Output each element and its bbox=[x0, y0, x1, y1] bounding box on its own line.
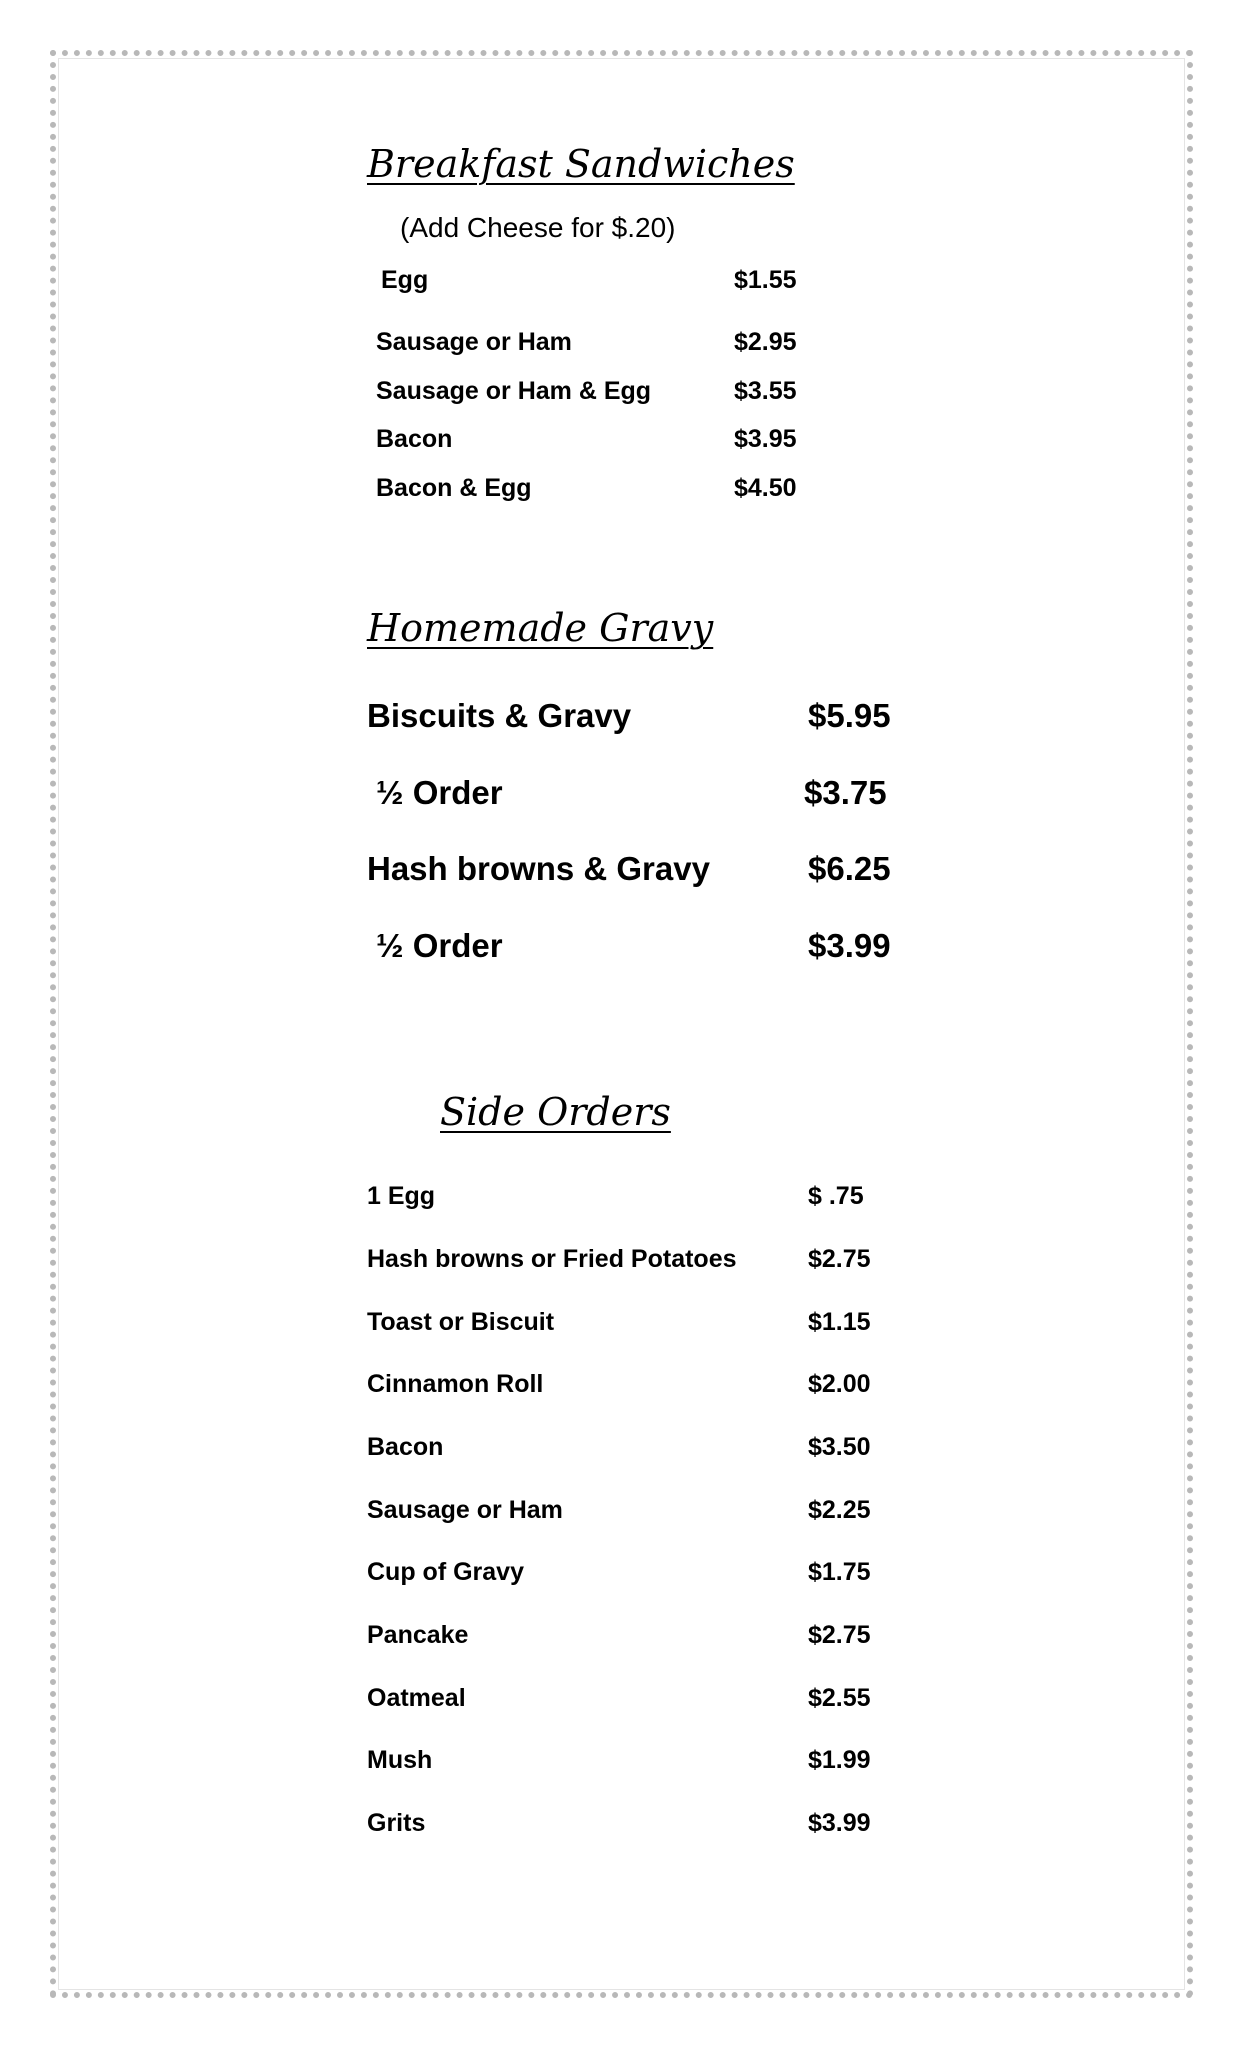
menu-item-price: $1.15 bbox=[808, 1308, 871, 1336]
menu-item-price: $2.75 bbox=[808, 1245, 871, 1273]
menu-item-name: Grits bbox=[367, 1809, 426, 1837]
add-cheese-note: (Add Cheese for $.20) bbox=[400, 212, 676, 243]
menu-item-name: Egg bbox=[381, 266, 429, 294]
menu-item-price: $3.50 bbox=[808, 1433, 871, 1461]
menu-item-price: $4.50 bbox=[734, 474, 797, 502]
menu-item-price: $6.25 bbox=[808, 850, 891, 887]
menu-item-name: 1 Egg bbox=[367, 1182, 436, 1210]
menu-item-name: Sausage or Ham bbox=[376, 328, 572, 356]
section-title-homemade-gravy: Homemade Gravy bbox=[367, 606, 714, 650]
menu-item-price: $1.99 bbox=[808, 1746, 871, 1774]
menu-item-price: $3.75 bbox=[804, 774, 887, 811]
menu-item-price: $2.25 bbox=[808, 1496, 871, 1524]
menu-item-price: $3.95 bbox=[734, 425, 797, 453]
menu-item-name: Mush bbox=[367, 1746, 433, 1774]
menu-item-price: $1.55 bbox=[734, 266, 797, 294]
menu-item-price: $2.00 bbox=[808, 1370, 871, 1398]
menu-item-price: $2.95 bbox=[734, 328, 797, 356]
menu-item-name: Oatmeal bbox=[367, 1684, 466, 1712]
menu-item-price: $2.75 bbox=[808, 1621, 871, 1649]
menu-item-name: ½ Order bbox=[376, 927, 503, 964]
menu-item-name: Bacon bbox=[376, 425, 453, 453]
menu-item-name: Biscuits & Gravy bbox=[367, 697, 632, 734]
menu-item-name: Sausage or Ham bbox=[367, 1496, 563, 1524]
menu-item-price: $ .75 bbox=[808, 1182, 864, 1210]
decorative-border-inner bbox=[58, 58, 1185, 1990]
menu-item-name: Hash browns & Gravy bbox=[367, 850, 710, 887]
section-title-breakfast-sandwiches: Breakfast Sandwiches bbox=[367, 142, 795, 186]
menu-item-price: $3.55 bbox=[734, 377, 797, 405]
menu-item-name: Cup of Gravy bbox=[367, 1558, 524, 1586]
menu-item-name: Toast or Biscuit bbox=[367, 1308, 555, 1336]
section-title-side-orders: Side Orders bbox=[440, 1090, 671, 1134]
menu-item-name: Bacon & Egg bbox=[376, 474, 532, 502]
menu-item-name: Pancake bbox=[367, 1621, 469, 1649]
menu-item-name: Cinnamon Roll bbox=[367, 1370, 544, 1398]
menu-item-name: ½ Order bbox=[376, 774, 503, 811]
menu-item-price: $5.95 bbox=[808, 697, 891, 734]
menu-item-name: Sausage or Ham & Egg bbox=[376, 377, 652, 405]
menu-item-name: Bacon bbox=[367, 1433, 444, 1461]
menu-item-name: Hash browns or Fried Potatoes bbox=[367, 1245, 737, 1273]
menu-item-price: $3.99 bbox=[808, 927, 891, 964]
menu-item-price: $3.99 bbox=[808, 1809, 871, 1837]
menu-item-price: $1.75 bbox=[808, 1558, 871, 1586]
menu-item-price: $2.55 bbox=[808, 1684, 871, 1712]
